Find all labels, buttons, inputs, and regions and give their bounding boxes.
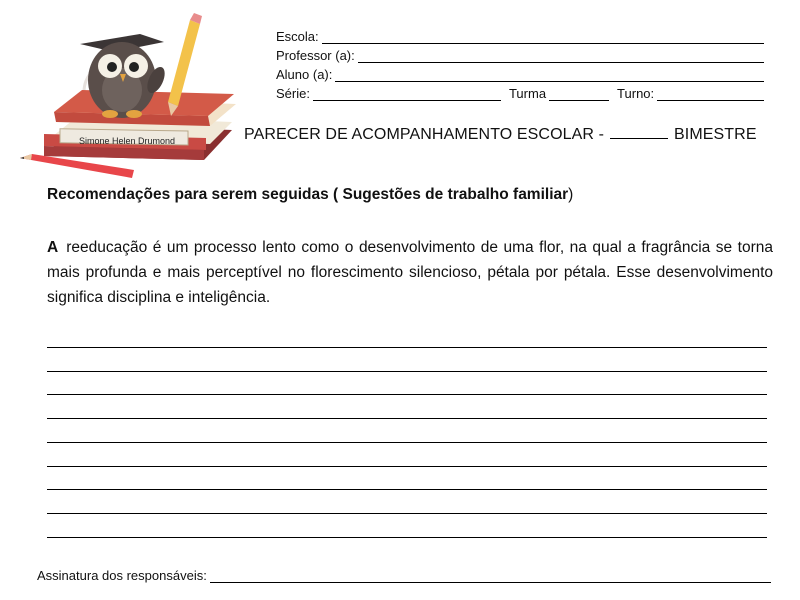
escola-label: Escola: [276, 29, 319, 44]
professor-label: Professor (a): [276, 48, 355, 63]
writing-line[interactable] [47, 394, 767, 395]
writing-line[interactable] [47, 418, 767, 419]
paragraph-text: reeducação é um processo lento como o desenvolvimento de uma flor, na qual a fragrância se torna mais profunda e mais perceptível no florescimento silencioso, pétala por pétala. Esse desenvolvimento significa disciplina e inteligência. [47, 239, 773, 306]
signature-field [37, 568, 771, 583]
professor-line[interactable] [358, 50, 764, 63]
signature-label: Assinatura dos responsáveis: [37, 568, 207, 583]
bimestre-blank[interactable] [610, 124, 668, 139]
turma-line[interactable] [549, 88, 609, 101]
writing-line[interactable] [47, 489, 767, 490]
book-label: Simone Helen Drumond [79, 136, 176, 146]
serie-field [276, 83, 764, 101]
writing-line[interactable] [47, 537, 767, 538]
writing-line[interactable] [47, 442, 767, 443]
serie-line[interactable] [313, 88, 501, 101]
aluno-field [276, 64, 764, 82]
paragraph-first-word: A [47, 239, 59, 256]
signature-line[interactable] [210, 570, 771, 583]
title-suffix: BIMESTRE [674, 126, 757, 143]
section-heading [47, 186, 573, 204]
owl-books-logo [14, 10, 242, 182]
page-title [244, 124, 757, 144]
writing-line[interactable] [47, 371, 767, 372]
writing-line[interactable] [47, 466, 767, 467]
turma-label: Turma [508, 86, 547, 101]
serie-label: Série: [276, 86, 310, 101]
aluno-label: Aluno (a): [276, 67, 333, 82]
escola-line[interactable] [322, 31, 764, 44]
writing-line[interactable] [47, 347, 767, 348]
body-paragraph [47, 235, 773, 310]
section-heading-close: ) [568, 186, 574, 203]
escola-field [276, 26, 764, 44]
turno-label: Turno: [617, 86, 655, 101]
professor-field [276, 45, 764, 63]
section-heading-bold: Recomendações para serem seguidas ( Sugestões de trabalho familiar [47, 186, 569, 203]
writing-line[interactable] [47, 513, 767, 514]
title-prefix: PARECER DE ACOMPANHAMENTO ESCOLAR - [244, 126, 605, 143]
turno-line[interactable] [657, 88, 764, 101]
aluno-line[interactable] [335, 69, 764, 82]
